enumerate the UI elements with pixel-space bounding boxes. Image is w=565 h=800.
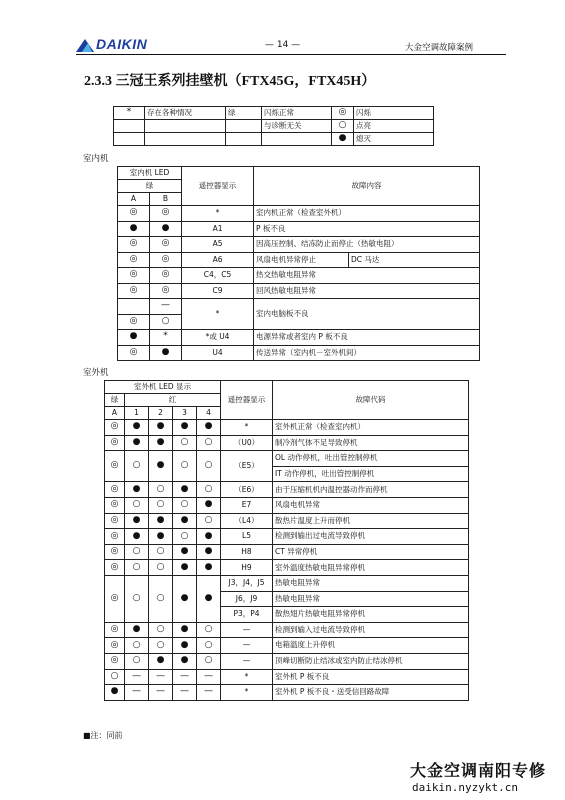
led-red-cell: ●	[197, 560, 221, 576]
table-row	[105, 669, 469, 685]
led-red-cell: ●	[149, 529, 173, 545]
remote-cell: H9	[221, 560, 273, 576]
remote-cell: J3，J4，J5	[221, 575, 273, 591]
led-red-cell: ●	[197, 529, 221, 545]
section-title: 2.3.3 三冠王系列挂壁机（FTX45G，FTX45H）	[84, 74, 376, 89]
led-b-cell: ◎	[150, 237, 182, 253]
led-red-cell: ●	[125, 420, 149, 436]
outdoor-4-header: 4	[197, 407, 221, 420]
led-b-cell: ◎	[150, 252, 182, 268]
code-cell: 检测到输入过电流导致停机	[273, 622, 469, 638]
watermark-url: daikin.nyzykt.cn	[412, 781, 518, 794]
legend-cell: ●	[332, 133, 354, 146]
content-cell: 传送异常（室内机－室外机间）	[254, 345, 480, 361]
remote-cell: —	[221, 638, 273, 654]
led-red-cell: ○	[197, 653, 221, 669]
code-cell: 散热片温度上升而停机	[273, 513, 469, 529]
remote-cell: H8	[221, 544, 273, 560]
led-red-cell: ○	[125, 451, 149, 482]
led-a-cell: ◎	[118, 252, 150, 268]
table-row	[105, 435, 469, 451]
led-red-cell: —	[149, 669, 173, 685]
table-row	[118, 206, 480, 222]
table-row	[105, 685, 469, 701]
remote-cell: C9	[182, 283, 254, 299]
content-cell: 风扇电机异常停止	[254, 252, 349, 268]
led-red-cell: ○	[197, 622, 221, 638]
outdoor-table	[104, 380, 469, 701]
led-red-cell: ○	[125, 544, 149, 560]
legend-cell: 绿	[226, 107, 262, 120]
led-a-cell: ◎	[118, 283, 150, 299]
legend-cell: 存在各种情况	[145, 107, 226, 120]
remote-cell: （E5）	[221, 451, 273, 482]
led-red-cell: ○	[149, 544, 173, 560]
outdoor-code-header: 故障代码	[273, 381, 469, 420]
led-red-cell: —	[125, 685, 149, 701]
led-green-cell: ◎	[105, 529, 125, 545]
led-a-cell: ◎	[118, 345, 150, 361]
led-red-cell: ●	[149, 420, 173, 436]
led-red-cell: ○	[197, 638, 221, 654]
daikin-logo	[76, 36, 147, 52]
indoor-a-header: A	[118, 193, 150, 206]
legend-cell	[226, 120, 262, 133]
indoor-table	[117, 166, 480, 361]
outdoor-3-header: 3	[173, 407, 197, 420]
table-row	[105, 653, 469, 669]
remote-cell: A5	[182, 237, 254, 253]
led-red-cell: ○	[197, 435, 221, 451]
page-number: — 14 —	[265, 40, 301, 50]
remote-cell: （L4）	[221, 513, 273, 529]
table-row	[118, 252, 480, 268]
code-cell: IT 动作停机，吐出管控制停机	[273, 466, 469, 482]
led-a-cell: ◎	[118, 206, 150, 222]
led-red-cell: ●	[173, 544, 197, 560]
table-row	[105, 497, 469, 513]
indoor-content-header: 故障内容	[254, 167, 480, 206]
remote-cell: （U0）	[221, 435, 273, 451]
remote-cell: *	[182, 299, 254, 330]
led-red-cell: ●	[197, 497, 221, 513]
led-a-cell: ●	[118, 221, 150, 237]
table-row	[118, 345, 480, 361]
legend-cell: ◎	[332, 107, 354, 120]
remote-cell: P3，P4	[221, 607, 273, 623]
header-title: 大金空调故障案例	[405, 43, 474, 53]
led-green-cell: ○	[105, 669, 125, 685]
outdoor-a-header: A	[105, 407, 125, 420]
content-cell: 室内电脑板不良	[254, 299, 480, 330]
table-row	[118, 299, 480, 315]
led-b-cell: ◎	[150, 268, 182, 284]
led-red-cell: ○	[125, 560, 149, 576]
remote-cell: *或 U4	[182, 330, 254, 346]
legend-row	[114, 120, 434, 133]
outdoor-green-header: 绿	[105, 394, 125, 407]
code-cell: 顶峰切断防止结冰或室内防止结冰停机	[273, 653, 469, 669]
indoor-label: 室内机	[83, 154, 109, 164]
led-b-cell: *	[150, 330, 182, 346]
legend-cell	[262, 133, 332, 146]
legend-cell	[226, 133, 262, 146]
table-row	[105, 560, 469, 576]
remote-cell: E7	[221, 497, 273, 513]
table-row	[105, 529, 469, 545]
table-row	[118, 221, 480, 237]
led-red-cell: —	[173, 685, 197, 701]
brand-name: DAIKIN	[96, 36, 148, 52]
led-red-cell: ●	[173, 482, 197, 498]
led-red-cell: ○	[173, 497, 197, 513]
led-red-cell: ●	[173, 653, 197, 669]
led-red-cell: ○	[149, 482, 173, 498]
remote-cell: L5	[221, 529, 273, 545]
led-red-cell: —	[197, 669, 221, 685]
content-cell: P 板不良	[254, 221, 480, 237]
legend-cell: 点亮	[354, 120, 434, 133]
content-cell: 热交热敏电阻异常	[254, 268, 480, 284]
table-row	[118, 330, 480, 346]
legend-table	[113, 106, 434, 146]
code-cell: CT 异常停机	[273, 544, 469, 560]
led-green-cell: ◎	[105, 638, 125, 654]
table-row	[105, 513, 469, 529]
led-red-cell: ○	[149, 560, 173, 576]
table-row	[118, 268, 480, 284]
led-green-cell: ◎	[105, 575, 125, 622]
code-cell: 由于压缩机机内温控器动作而停机	[273, 482, 469, 498]
code-cell: 室外温度热敏电阻异常停机	[273, 560, 469, 576]
legend-cell: 闪烁	[354, 107, 434, 120]
table-row	[105, 451, 469, 467]
code-cell: OL 动作停机，吐出管控制停机	[273, 451, 469, 467]
led-green-cell: ◎	[105, 497, 125, 513]
led-red-cell: ○	[173, 451, 197, 482]
outdoor-red-header: 红	[125, 394, 221, 407]
remote-cell: —	[221, 653, 273, 669]
code-cell: 电箱温度上升停机	[273, 638, 469, 654]
remote-cell: A1	[182, 221, 254, 237]
indoor-led-header: 室内机 LED	[118, 167, 182, 180]
led-red-cell: ○	[149, 575, 173, 622]
indoor-green-header: 绿	[118, 180, 182, 193]
indoor-remote-header: 遥控器显示	[182, 167, 254, 206]
remote-cell: *	[221, 685, 273, 701]
led-red-cell: ●	[125, 529, 149, 545]
led-green-cell: ◎	[105, 451, 125, 482]
led-b-cell: ○	[150, 314, 182, 330]
led-a-cell	[118, 299, 150, 315]
table-row	[105, 622, 469, 638]
legend-cell	[145, 133, 226, 146]
note: ■注：同前	[83, 731, 123, 740]
led-red-cell: ●	[197, 420, 221, 436]
content-cell: 因高压控制、结冻防止而停止（热敏电阻）	[254, 237, 480, 253]
led-red-cell: —	[149, 685, 173, 701]
code-cell: 室外机 P 板不良	[273, 669, 469, 685]
remote-cell: *	[221, 669, 273, 685]
led-red-cell: ○	[173, 529, 197, 545]
led-b-cell: ●	[150, 221, 182, 237]
code-cell: 制冷剂气体不足导致停机	[273, 435, 469, 451]
led-b-cell: —	[150, 299, 182, 315]
led-red-cell: ●	[197, 544, 221, 560]
led-red-cell: ●	[149, 451, 173, 482]
led-red-cell: ●	[173, 638, 197, 654]
table-row	[105, 638, 469, 654]
led-red-cell: ○	[149, 622, 173, 638]
remote-cell: *	[182, 206, 254, 222]
table-row	[105, 420, 469, 436]
code-cell: 热敏电阻异常	[273, 575, 469, 591]
led-red-cell: ●	[173, 575, 197, 622]
daikin-triangle-icon	[76, 39, 94, 52]
content-cell: 电源异常或者室内 P 板不良	[254, 330, 480, 346]
led-red-cell: ○	[125, 575, 149, 622]
code-cell: 室外机正常（检查室内机）	[273, 420, 469, 436]
led-a-cell: ◎	[118, 237, 150, 253]
legend-cell: 与诊断无关	[262, 120, 332, 133]
code-cell: 热敏电阻异常	[273, 591, 469, 607]
led-red-cell: ○	[149, 638, 173, 654]
led-b-cell: ◎	[150, 283, 182, 299]
outdoor-1-header: 1	[125, 407, 149, 420]
remote-cell: U4	[182, 345, 254, 361]
content-cell: 回风热敏电阻异常	[254, 283, 480, 299]
led-red-cell: ○	[149, 497, 173, 513]
led-red-cell: ●	[149, 435, 173, 451]
led-green-cell: ◎	[105, 435, 125, 451]
legend-cell: 闪烁正常	[262, 107, 332, 120]
led-red-cell: ●	[173, 513, 197, 529]
led-red-cell: ●	[173, 560, 197, 576]
remote-cell: —	[221, 622, 273, 638]
led-green-cell: ●	[105, 685, 125, 701]
led-red-cell: ○	[125, 653, 149, 669]
outdoor-label: 室外机	[83, 368, 109, 378]
led-red-cell: ●	[125, 622, 149, 638]
legend-cell	[145, 120, 226, 133]
led-red-cell: ●	[197, 575, 221, 622]
led-red-cell: —	[173, 669, 197, 685]
led-b-cell: ●	[150, 345, 182, 361]
code-cell: 风扇电机异常	[273, 497, 469, 513]
legend-cell	[114, 133, 145, 146]
indoor-b-header: B	[150, 193, 182, 206]
table-row	[105, 482, 469, 498]
legend-row	[114, 107, 434, 120]
table-row	[105, 544, 469, 560]
led-red-cell: ○	[197, 451, 221, 482]
led-b-cell: ◎	[150, 206, 182, 222]
code-cell: 检测到输出过电流导致停机	[273, 529, 469, 545]
led-red-cell: —	[197, 685, 221, 701]
led-red-cell: ●	[125, 482, 149, 498]
legend-cell: 熄灭	[354, 133, 434, 146]
legend-cell	[114, 120, 145, 133]
outdoor-remote-header: 遥控器显示	[221, 381, 273, 420]
outdoor-led-header: 室外机 LED 显示	[105, 381, 221, 394]
led-green-cell: ◎	[105, 513, 125, 529]
remote-cell: J6，J9	[221, 591, 273, 607]
remote-cell: *	[221, 420, 273, 436]
led-red-cell: ○	[125, 497, 149, 513]
code-cell: 室外机 P 板不良・送受信回路故障	[273, 685, 469, 701]
led-green-cell: ◎	[105, 560, 125, 576]
led-red-cell: ○	[125, 638, 149, 654]
remote-cell: （E6）	[221, 482, 273, 498]
led-a-cell: ◎	[118, 314, 150, 330]
header-rule	[76, 54, 506, 55]
led-a-cell: ◎	[118, 268, 150, 284]
content-detail-cell: DC 马达	[349, 252, 480, 268]
watermark-title: 大金空调南阳专修	[410, 761, 547, 780]
legend-row	[114, 133, 434, 146]
led-a-cell: ●	[118, 330, 150, 346]
remote-cell: C4，C5	[182, 268, 254, 284]
legend-cell: ○	[332, 120, 354, 133]
led-red-cell: ○	[197, 482, 221, 498]
led-green-cell: ◎	[105, 482, 125, 498]
led-red-cell: —	[125, 669, 149, 685]
table-row	[118, 283, 480, 299]
table-row	[118, 237, 480, 253]
content-cell: 室内机正常（检查室外机）	[254, 206, 480, 222]
led-red-cell: ○	[173, 435, 197, 451]
led-red-cell: ●	[173, 420, 197, 436]
led-green-cell: ◎	[105, 420, 125, 436]
led-green-cell: ◎	[105, 544, 125, 560]
led-green-cell: ◎	[105, 622, 125, 638]
led-red-cell: ○	[197, 513, 221, 529]
table-row	[105, 575, 469, 591]
led-red-cell: ●	[125, 513, 149, 529]
legend-cell: *	[114, 107, 145, 120]
led-green-cell: ◎	[105, 653, 125, 669]
code-cell: 散热翅片热敏电阻异常停机	[273, 607, 469, 623]
led-red-cell: ●	[149, 653, 173, 669]
outdoor-2-header: 2	[149, 407, 173, 420]
remote-cell: A6	[182, 252, 254, 268]
led-red-cell: ●	[173, 622, 197, 638]
led-red-cell: ●	[149, 513, 173, 529]
led-red-cell: ●	[125, 435, 149, 451]
